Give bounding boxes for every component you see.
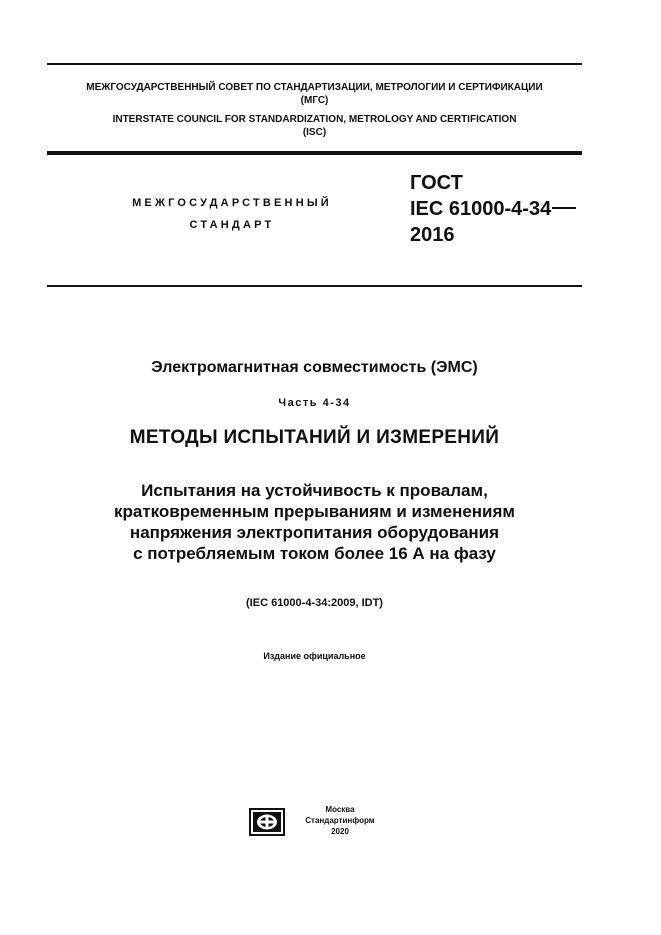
number-dash [552, 207, 576, 209]
standard-type-line2: СТАНДАРТ [189, 219, 275, 231]
subtitle [47, 480, 582, 564]
standard-type [102, 192, 362, 236]
council-ru-abbr: (МГС) [300, 95, 329, 106]
gost-number-line [410, 196, 576, 222]
publisher-city: Москва [325, 805, 355, 814]
header-divider-rule [47, 151, 582, 155]
standartinform-logo-icon [249, 807, 285, 837]
main-title: Электромагнитная совместимость (ЭМС) [151, 359, 478, 376]
standard-designation [410, 170, 576, 248]
publisher-year: 2020 [331, 827, 349, 836]
gost-year: 2016 [410, 224, 455, 246]
publisher-info [300, 804, 380, 837]
subtitle-line: напряжения электропитания оборудования [129, 523, 500, 542]
part-label: Часть 4-34 [278, 397, 351, 409]
methods-title: МЕТОДЫ ИСПЫТАНИЙ И ИЗМЕРЕНИЙ [129, 427, 500, 448]
edition-label: Издание официальное [263, 651, 366, 661]
publisher-name: Стандартинформ [305, 816, 375, 825]
council-ru-line: МЕЖГОСУДАРСТВЕННЫЙ СОВЕТ ПО СТАНДАРТИЗАЦИИ, МЕТРОЛОГИИ И СЕРТИФИКАЦИИ [86, 82, 543, 93]
gost-number: IEC 61000-4-34 [410, 198, 552, 220]
gost-prefix: ГОСТ [410, 172, 463, 194]
designation-divider-rule [47, 285, 582, 287]
top-rule [47, 63, 582, 65]
subtitle-line: Испытания на устойчивость к провалам, [141, 481, 488, 500]
council-en-line: INTERSTATE COUNCIL FOR STANDARDIZATION, METROLOGY AND CERTIFICATION [112, 114, 517, 125]
iec-reference: (IEC 61000-4-34:2009, IDT) [246, 597, 383, 609]
subtitle-line: с потребляемым током более 16 А на фазу [133, 544, 496, 563]
council-en-abbr: (ISC) [302, 127, 327, 138]
standard-type-line1: МЕЖГОСУДАРСТВЕННЫЙ [132, 197, 332, 209]
subtitle-line: кратковременным прерываниям и изменениям [113, 502, 516, 521]
